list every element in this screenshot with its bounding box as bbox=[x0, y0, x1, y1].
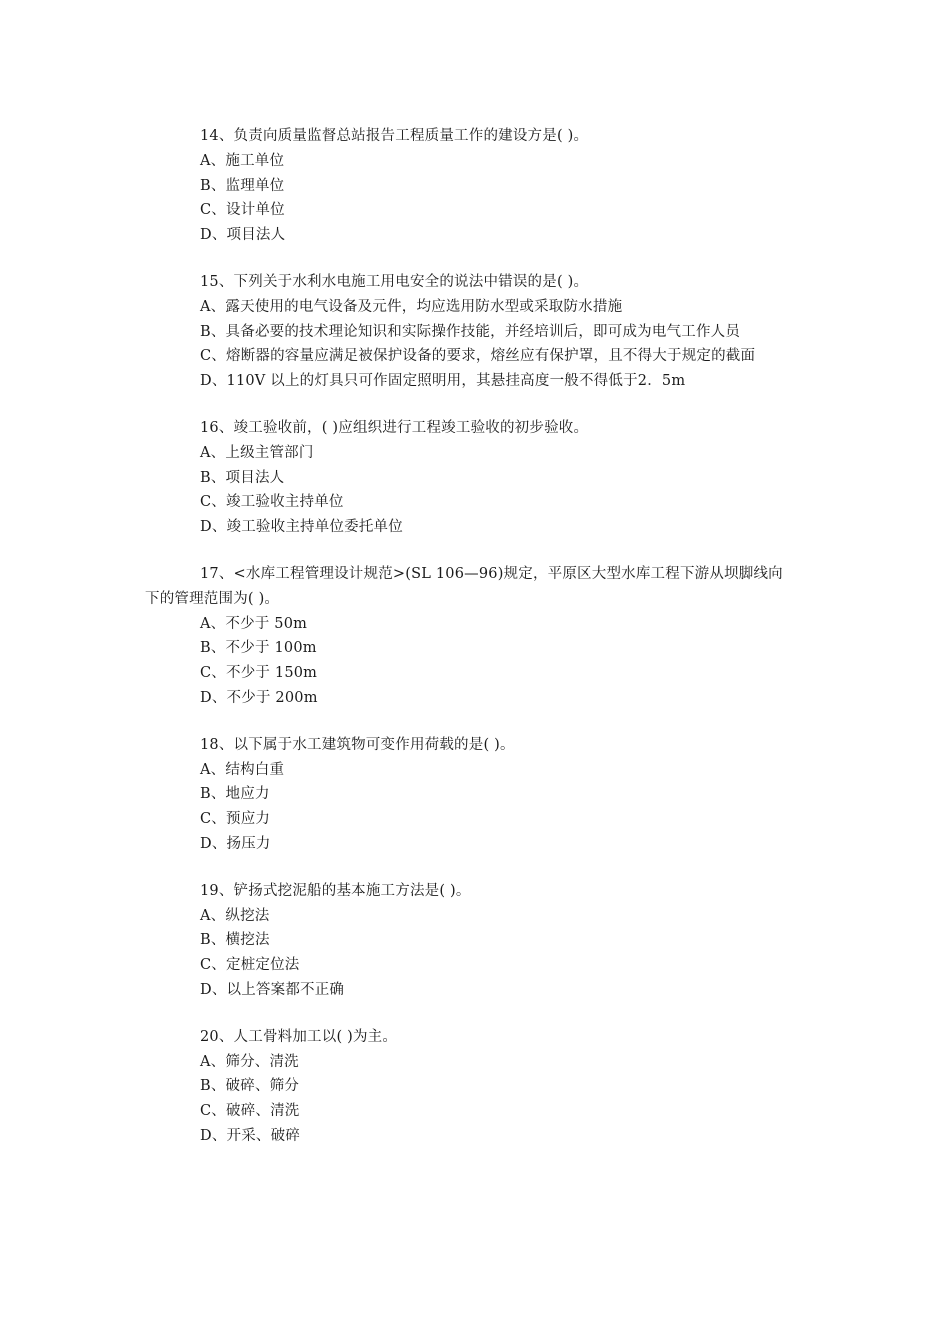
question-14 bbox=[145, 124, 810, 248]
option-c: C、破碎、清洗 bbox=[200, 1103, 300, 1120]
option-c: C、预应力 bbox=[200, 811, 271, 828]
option-a: A、施工单位 bbox=[200, 152, 285, 169]
option-c: C、设计单位 bbox=[200, 202, 285, 219]
question-stem: 15、下列关于水利水电施工用电安全的说法中错误的是( )。 bbox=[200, 273, 589, 290]
option-b: B、项目法人 bbox=[200, 469, 285, 486]
question-stem: 14、负责向质量监督总站报告工程质量工作的建设方是( )。 bbox=[200, 128, 589, 144]
option-c: C、熔断器的容量应满足被保护设备的要求，熔丝应有保护罩，且不得大于规定的截面 bbox=[200, 348, 756, 365]
option-b: B、破碎、筛分 bbox=[200, 1078, 300, 1095]
question-16 bbox=[145, 416, 810, 540]
option-c: C、竣工验收主持单位 bbox=[200, 494, 344, 511]
option-a: A、结构白重 bbox=[200, 761, 285, 778]
question-20 bbox=[145, 1025, 810, 1149]
question-stem-line-1: 17、<水库工程管理设计规范>(SL 106—96)规定，平原区大型水库工程下游从坝脚线向 bbox=[200, 565, 783, 582]
question-17 bbox=[145, 562, 810, 711]
question-stem: 19、铲扬式挖泥船的基本施工方法是( )。 bbox=[200, 882, 471, 899]
option-a: A、露天使用的电气设备及元件，均应选用防水型或采取防水措施 bbox=[200, 298, 623, 315]
question-stem: 18、以下属于水工建筑物可变作用荷载的是( )。 bbox=[200, 736, 515, 753]
option-d: D、项目法人 bbox=[200, 227, 286, 244]
question-list bbox=[145, 124, 810, 1171]
question-19 bbox=[145, 879, 810, 1003]
question-15 bbox=[145, 270, 810, 394]
question-18 bbox=[145, 733, 810, 857]
option-d: D、开采、破碎 bbox=[200, 1127, 301, 1144]
option-b: B、具备必要的技术理论知识和实际操作技能，并经培训后，即可成为电气工作人员 bbox=[200, 323, 741, 340]
option-a: A、筛分、清洗 bbox=[200, 1053, 299, 1070]
option-b: B、横挖法 bbox=[200, 932, 270, 949]
option-d: D、以上答案都不正确 bbox=[200, 981, 345, 998]
option-b: B、不少于 100m bbox=[200, 640, 317, 657]
option-d: D、不少于 200m bbox=[200, 689, 318, 706]
option-a: A、纵挖法 bbox=[200, 907, 270, 924]
option-d: D、扬压力 bbox=[200, 835, 271, 852]
question-stem: 16、竣工验收前，( )应组织进行工程竣工验收的初步验收。 bbox=[200, 419, 589, 436]
option-a: A、上级主管部门 bbox=[200, 444, 314, 461]
option-d: D、110V 以上的灯具只可作固定照明用，其悬挂高度一般不得低于2．5m bbox=[200, 373, 686, 390]
option-c: C、不少于 150m bbox=[200, 665, 318, 682]
option-a: A、不少于 50m bbox=[200, 615, 308, 632]
option-b: B、监理单位 bbox=[200, 177, 285, 194]
option-d: D、竣工验收主持单位委托单位 bbox=[200, 519, 403, 536]
option-b: B、地应力 bbox=[200, 786, 270, 803]
question-stem-line-2: 下的管理范围为( )。 bbox=[145, 590, 280, 607]
option-c: C、定桩定位法 bbox=[200, 957, 300, 974]
question-stem: 20、人工骨料加工以( )为主。 bbox=[200, 1028, 398, 1045]
